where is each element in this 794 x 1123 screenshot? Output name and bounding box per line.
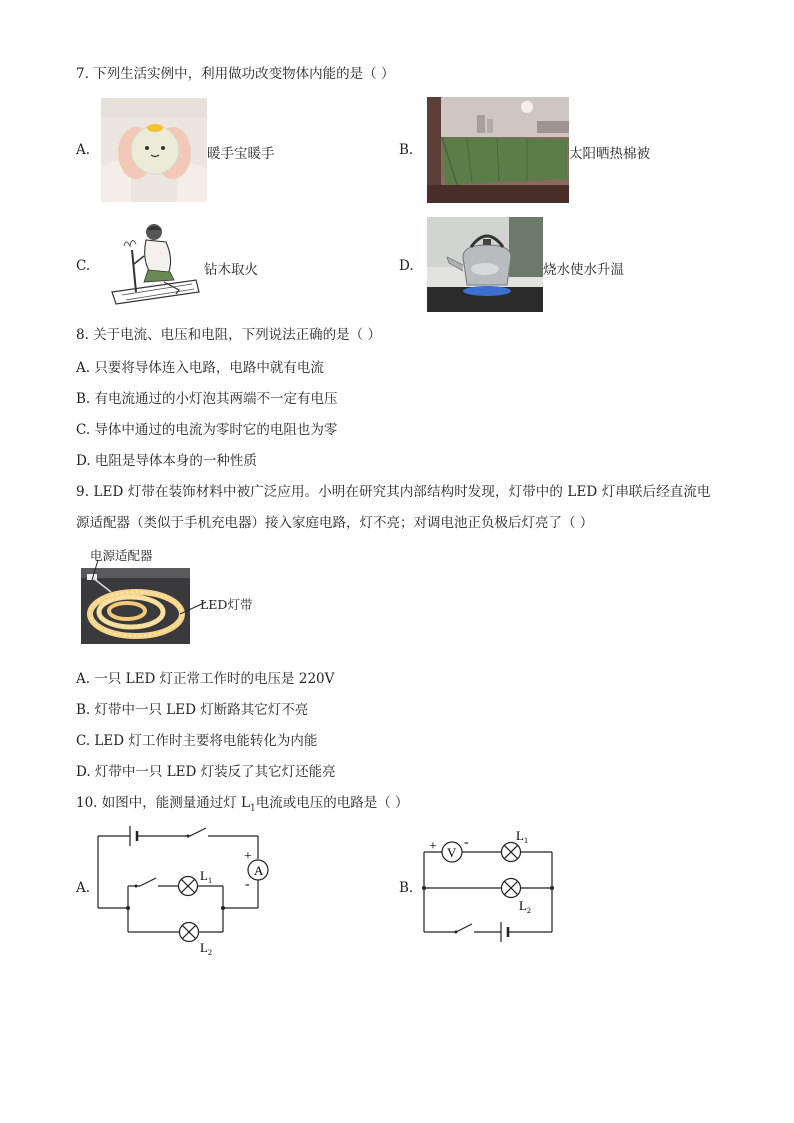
hand-warmer-photo [101,98,207,202]
adapter-label: 电源适配器 [90,548,153,563]
voltmeter-symbol-b: V [447,845,457,860]
q10-option-a-letter: A. [76,880,91,896]
lamp-l2-label-b: $L_2$ [519,898,531,915]
q10-option-b-letter: B. [399,880,414,896]
q9-option-b: B. 灯带中一只 LED 灯断路其它灯不亮 [76,702,309,718]
q7-option-c-letter: C. [76,258,91,274]
q7-option-d-text: 烧水使水升温 [543,262,624,278]
q7-option-d-letter: D. [399,258,414,274]
lamp-l1-label-a: $L_1$ [200,868,212,885]
q9-option-a: A. 一只 LED 灯正常工作时的电压是 220V [76,671,335,687]
voltmeter-plus-b: + [429,839,437,854]
voltmeter-minus-b: - [464,835,469,850]
ammeter-minus-a: - [245,877,250,892]
circuit-a-diagram [90,822,280,957]
q10-stem: 10. 如图中，能测量通过灯 $L_1$电流或电压的电路是（ ） [76,795,409,814]
q7-option-b-text: 太阳晒热棉被 [569,146,650,162]
q8-option-a: A. 只要将导体连入电路，电路中就有电流 [76,360,324,376]
q8-option-b: B. 有电流通过的小灯泡其两端不一定有电压 [76,391,338,407]
kettle-on-stove-photo [427,217,543,312]
q9-option-d: D. 灯带中一只 LED 灯装反了其它灯还能亮 [76,764,336,780]
drilling-wood-fire-drawing [104,220,204,308]
q9-option-c: C. LED 灯工作时主要将电能转化为内能 [76,733,318,749]
lamp-l1-label-b: $L_1$ [516,828,528,845]
q7-option-c-text: 钻木取火 [204,262,258,278]
q7-option-b-letter: B. [399,142,414,158]
q9-stem-line1: 9. LED 灯带在装饰材料中被广泛应用。小明在研究其内部结构时发现，灯带中的 LED 灯串联后经直流电 [76,484,711,500]
q9-stem-line2: 源适配器（类似于手机充电器）接入家庭电路，灯不亮；对调电池正负极后灯亮了（ ） [76,515,594,531]
q7-stem: 7. 下列生活实例中，利用做功改变物体内能的是（ ） [76,66,395,82]
q8-option-d: D. 电阻是导体本身的一种性质 [76,453,257,469]
quilt-in-sun-photo [427,97,569,203]
led-strip-label: LED灯带 [200,597,253,612]
lamp-l2-label-a: $L_2$ [200,940,212,957]
q9-label-leaders [88,558,218,618]
q7-option-a-letter: A. [76,142,91,158]
q8-stem: 8. 关于电流、电压和电阻，下列说法正确的是（ ） [76,327,381,343]
ammeter-symbol-a: A [254,863,264,878]
q7-option-a-text: 暖手宝暖手 [207,146,275,162]
circuit-b-diagram [418,826,563,944]
q8-option-c: C. 导体中通过的电流为零时它的电阻也为零 [76,422,338,438]
ammeter-plus-a: + [244,849,252,864]
